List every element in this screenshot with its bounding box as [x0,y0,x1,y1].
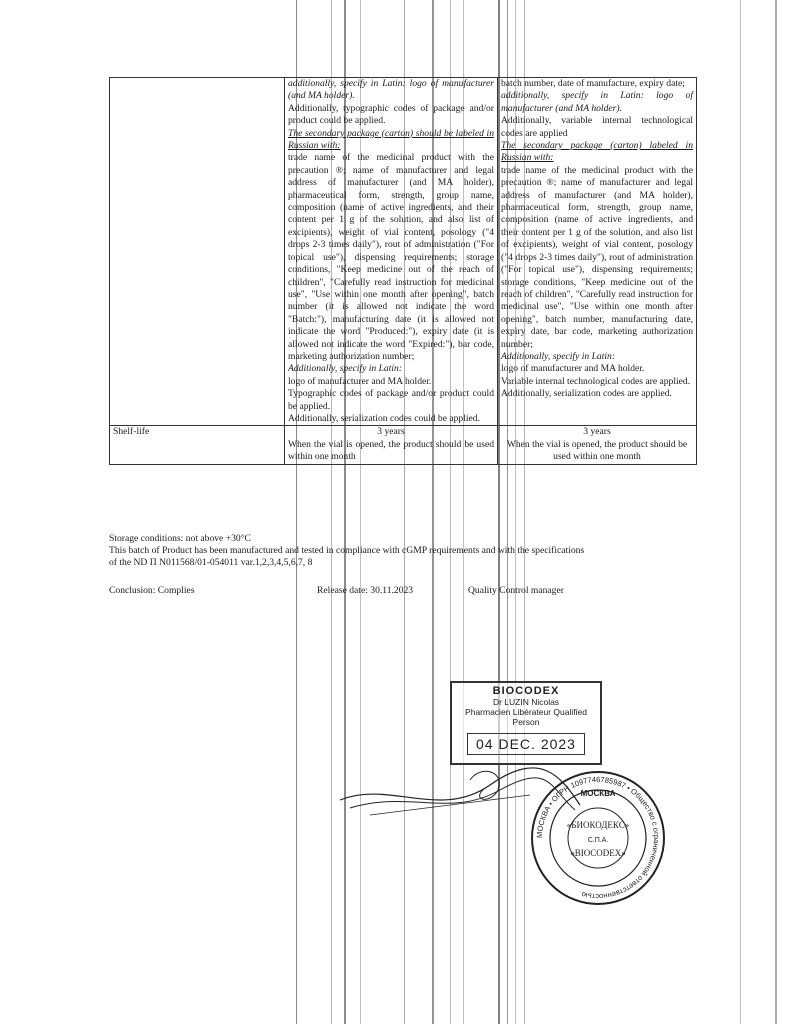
storage-conditions: Storage conditions: not above +30°C [109,533,251,544]
shelf-life-result-note: When the vial is opened, the product should be used within one month [506,438,688,463]
seal-name-lat: «BIOCODEX» [570,848,626,858]
result-cell [498,426,697,464]
stamp-person: Dr LUZIN Nicolas [492,697,560,707]
compliance-statement-line-1: This batch of Product has been manufactured and tested in compliance with cGMP requirements and with the specifications [109,545,585,556]
specification-cell [285,78,498,426]
parameter-cell [110,426,285,464]
label-text-paragraph: Variable internal technological codes are applied. [501,375,691,387]
stamp-date: 04 DEC. 2023 [467,733,585,755]
compliance-statement-line-2: of the ND П N011568/01-054011 var.1,2,3,4,5,6,7, 8 [109,557,313,568]
qualified-person-stamp [450,681,602,765]
shelf-life-spec-years: 3 years [377,426,405,438]
conclusion: Conclusion: Complies [109,585,195,596]
label-text-paragraph: trade name of the medicinal product with the precaution ®; name of manufacturer and legal address of manufacturer (and MA holder), pharmaceutical form, strength, group name, composition (name of active ingredients, and their content per 1 g of the solution, and also list of excipients), weight of vial content, posology ("4 drops 2-3 times daily"), rout of administration ("For topical use"), dispensing requirements; storage conditions, "Keep medicine out of the reach of children", "Carefully read instruction for medicinal use", "Use within one month after opening", batch number (it is allowed not indicate the word "Batch:"), manufacturing date (it is allowed not indicate the word "Produced:"), expiry date (it is allowed not indicate the word "Expired:"), bar code, marketing authorization number; [288,152,494,362]
seal-city: МОСКВА [580,789,616,798]
label-text-paragraph: The secondary package (carton) labeled in Russian with: [501,140,693,164]
release-date: Release date: 30.11.2023 [317,585,414,596]
label-text-paragraph: Additionally, serialization codes are applied. [501,388,672,400]
label-text-paragraph: Additionally, typographic codes of package and/or product could be applied. [288,102,494,127]
shelf-life-label: Shelf-life [113,426,150,438]
specification-cell [285,426,498,464]
label-text-paragraph: additionally, specify in Latin: logo of manufacturer (and MA holder). [501,90,693,114]
seal-form: С.П.А. [587,837,609,844]
result-cell [498,78,697,426]
label-text-paragraph: Additionally, specify in Latin: [288,363,403,375]
label-text-paragraph: additionally, specify in Latin: logo of manufacturer (and MA holder). [288,78,494,102]
scan-line [740,0,741,1024]
label-text-paragraph: logo of manufacturer and MA holder. [288,375,432,387]
stamp-company: BIOCODEX [492,685,560,697]
seal-ring-text: МОСКВА • ОГРН 1097746785987 • Общество с ограниченной ответственностью [534,774,662,902]
label-text-paragraph: Typographic codes of package and/or product could be applied. [288,388,494,412]
company-seal [528,768,668,908]
seal-name-ru: «БИОКОДЕКС» [566,820,630,830]
label-text-paragraph: The secondary package (carton) should be labeled in Russian with: [288,127,494,152]
quality-control-manager: Quality Control manager [468,585,564,596]
label-text-paragraph: logo of manufacturer and MA holder. [501,363,645,375]
label-text-paragraph: trade name of the medicinal product with the precaution ®; name of manufacturer and legal address of manufacturer (and MA holder), pharmaceutical form, strength, group name, composition (name of active ingredients, and their content per 1 g of the solution, and also list of excipients), weight of vial content, posology ("4 drops 2-3 times daily"), rout of administration ("For topical use"), dispensing requirements; storage conditions, "Keep medicine out of the reach of children", "Carefully read instruction for medicinal use", "Use within one month after opening", batch number, manufacturing date, expiry date, bar code, marketing authorization number; [501,164,693,350]
label-text-paragraph: batch number, date of manufacture, expiry date; [501,78,685,89]
label-text-paragraph: Additionally, variable internal technological codes are applied [501,115,693,139]
specification-table [109,77,697,465]
parameter-cell-empty [110,78,285,426]
label-text-paragraph: Additionally, serialization codes could be applied. [288,412,480,424]
shelf-life-result-years: 3 years [583,426,611,438]
table-row-shelf-life [110,426,697,464]
label-text-paragraph: Additionally, specify in Latin: [501,350,616,362]
shelf-life-spec-note: When the vial is opened, the product should be used within one month [288,438,494,463]
table-row-packaging [110,78,697,426]
stamp-role: Pharmacien Libérateur Qualified Person [465,707,587,727]
scan-line [775,0,777,1024]
